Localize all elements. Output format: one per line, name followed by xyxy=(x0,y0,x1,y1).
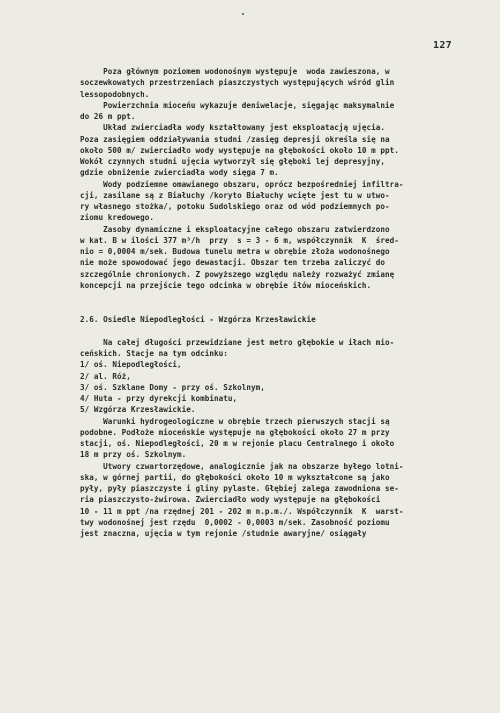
text-line: Poza głównym poziomem wodonośnym występuje woda zawieszona, w xyxy=(80,67,390,76)
text-line: ria piaszczysto-żwirowa. Zwierciadło wody występuje na głębokości xyxy=(80,495,381,505)
text-line: ska, w górnej partii, do głębokości około 10 m wykształcone są jako xyxy=(80,472,390,482)
text-line: Układ zwierciadła wody kształtowany jest eksploatacją ujęcia. xyxy=(80,123,386,133)
text-line: w kat. B w ilości 377 m³/h przy s = 3 - 6 m, współczynnik K śred- xyxy=(80,235,399,245)
text-line: ceńskich. Stacje na tym odcinku: xyxy=(80,349,228,358)
text-line: 1/ oś. Niepodległości, xyxy=(80,360,182,370)
text-line: 2/ al. Róż, xyxy=(80,371,131,381)
body-text xyxy=(80,66,450,539)
scan-speck xyxy=(242,13,244,15)
text-line: nio = 0,0004 m/sek. Budowa tunelu metra w obrębie złoża wodonośnego xyxy=(80,247,390,256)
text-line: do 26 m ppt. xyxy=(80,112,136,121)
text-line: twy wodonośnej jest rzędu 0,0002 - 0,0003 m/sek. Zasobność poziomu xyxy=(80,517,390,527)
blank-line xyxy=(80,291,450,303)
text-line: lessopodobnych. xyxy=(80,89,150,99)
text-line: Warunki hydrogeologiczne w obrębie trzech pierwszych stacji są xyxy=(80,416,390,426)
text-line: koncepcji na przejście tego odcinka w obrębie iłów mioceńskich. xyxy=(80,280,372,290)
text-line: cji, zasilane są z Białuchy /koryto Białuchy wcięte jest tu w utwo- xyxy=(80,190,390,200)
text-line: Wokół czynnych studni ujęcia wytworzył się głęboki lej depresyjny, xyxy=(80,157,386,166)
text-line: szczególnie chronionych. Z powyższego względu należy rozważyć zmianę xyxy=(80,269,395,279)
section-heading: 2.6. Osiedle Niepodległości - Wzgórza Krzesławickie xyxy=(80,315,316,324)
text-line: Poza zasięgiem oddziaływania studni /zasięg depresji określa się na xyxy=(80,134,390,144)
text-line: około 500 m/ zwierciadło wody występuje na głębokości około 10 m ppt. xyxy=(80,145,399,155)
text-line: Zasoby dynamiczne i eksploatacyjne całego obszaru zatwierdzono xyxy=(80,224,390,234)
text-line: stacji, oś. Niepodległości, 20 m w rejonie placu Centralnego i około xyxy=(80,439,395,448)
text-line: gdzie obniżenie zwierciadła wody sięga 7 m. xyxy=(80,168,279,178)
text-line: 5/ Wzgórza Krzesławickie. xyxy=(80,405,196,415)
text-line: soczewkowatych przestrzeniach piaszczystych występujących wśród glin xyxy=(80,78,395,88)
text-line: 10 - 11 m ppt /na rzędnej 201 - 202 m n.p.m./. Współczynnik K warst- xyxy=(80,506,404,516)
text-line: Powierzchnia mioceńu wykazuje deniwelacje, sięgając maksymalnie xyxy=(80,100,395,110)
text-line: jest znaczna, ujęcia w tym rejonie /studnie awaryjne/ osiągały xyxy=(80,529,367,538)
text-line: Utwory czwartorzędowe, analogicznie jak na obszarze byłego lotni- xyxy=(80,461,404,471)
text-line: 3/ oś. Szklane Domy - przy oś. Szkolnym, xyxy=(80,382,265,392)
page-number: 127 xyxy=(433,40,452,51)
text-line: Na całej długości przewidziane jest metro głębokie w iłach mio- xyxy=(80,337,395,347)
text-line: ry własnego stożka/, potoku Sudolskiego oraz od wód podziemnych po- xyxy=(80,202,390,211)
text-line: Wody podziemne omawianego obszaru, oprócz bezpośredniej infiltra- xyxy=(80,179,404,189)
blank-line xyxy=(80,303,450,315)
text-line: nie może spowodować jego dewastacji. Obszar ten trzeba zaliczyć do xyxy=(80,258,386,268)
text-line: 18 m przy oś. Szkolnym. xyxy=(80,450,187,460)
text-line: podobne. Podłoże mioceńskie występuje na głębokości około 27 m przy xyxy=(80,427,390,437)
text-line: pyły, pyły piaszczyste i gliny pylaste. Głębiej zalega zawodniona se- xyxy=(80,484,399,493)
text-line: 4/ Huta - przy dyrekcji kombinatu, xyxy=(80,394,238,403)
text-line: ziomu kredowego. xyxy=(80,213,154,223)
blank-line xyxy=(80,325,450,337)
